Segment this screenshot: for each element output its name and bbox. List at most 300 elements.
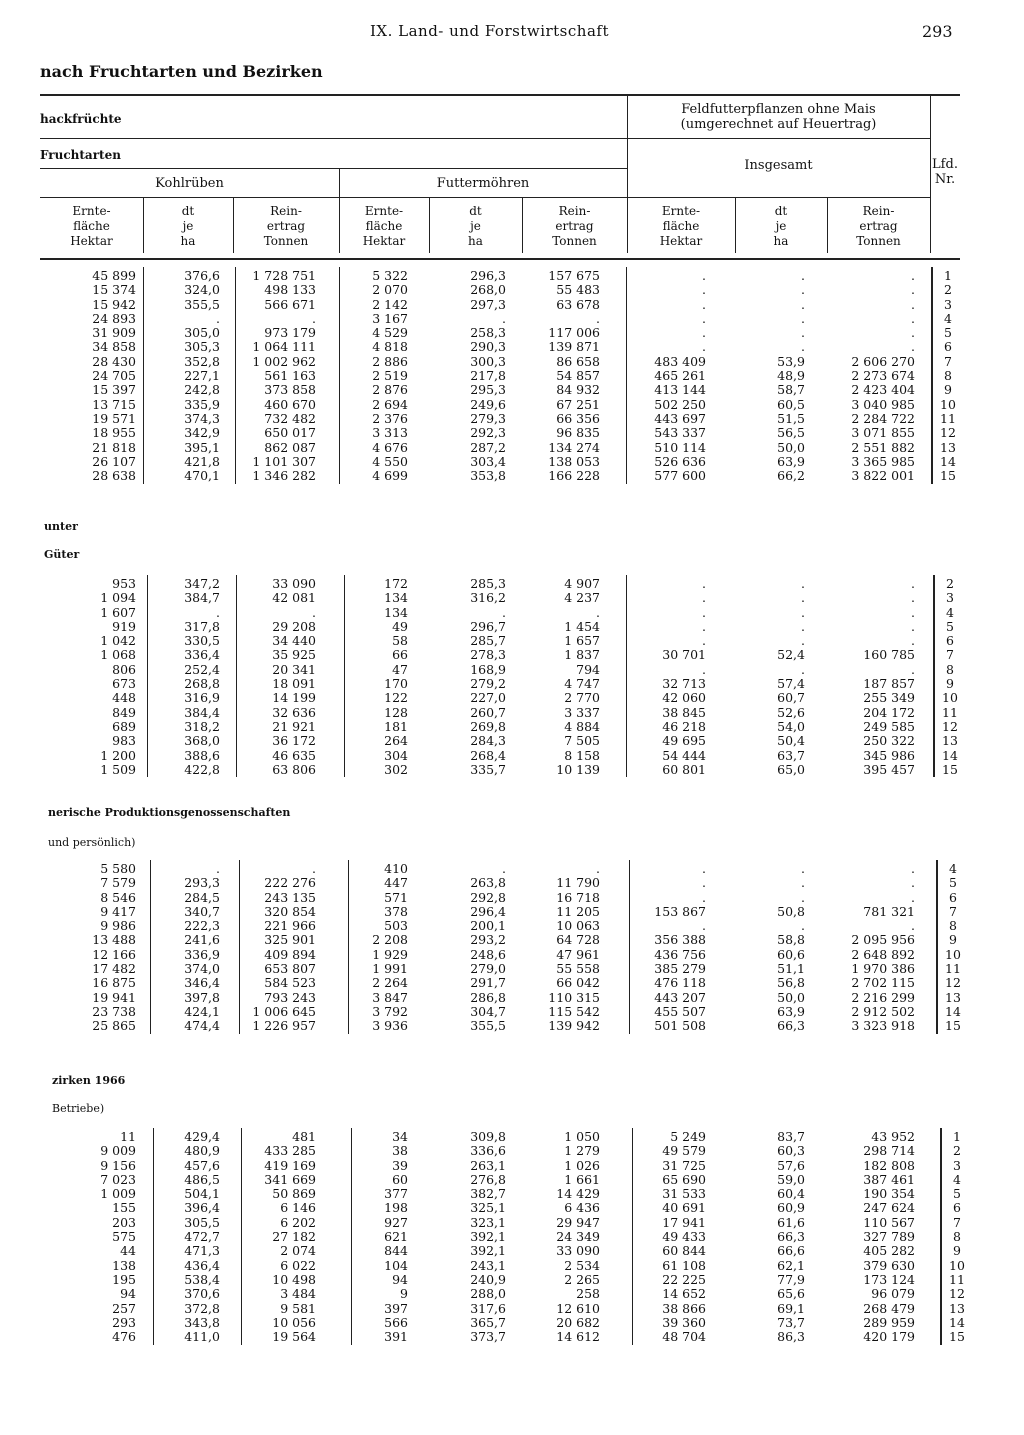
table-cell: 2 376 [372, 410, 408, 426]
table-cell: 155 [112, 1200, 136, 1216]
table-cell: 5 [946, 618, 954, 634]
table-cell: 1 [953, 1129, 961, 1144]
table-cell: 172 [384, 576, 408, 591]
table-cell: 9 [944, 382, 952, 398]
table-cell: 52,6 [777, 704, 805, 720]
table-cell: 849 [112, 704, 136, 720]
table-cell: 480,9 [184, 1143, 220, 1159]
table-cell: 157 675 [548, 268, 600, 283]
table-cell: 12 [949, 1286, 965, 1302]
table-cell: 94 [120, 1286, 136, 1302]
table-cell: 18 091 [272, 676, 316, 692]
col-feld-ertrag: Rein- ertrag Tonnen [856, 204, 901, 248]
table-cell: 6 436 [564, 1200, 600, 1216]
table-cell: 443 697 [654, 410, 706, 426]
table-cell: . [312, 861, 316, 876]
data-column [616, 862, 706, 1034]
table-cell: 2 264 [372, 975, 408, 991]
page-title: nach Fruchtarten und Bezirken [40, 62, 323, 81]
table-cell: 49 579 [662, 1143, 706, 1159]
table-cell: 242,8 [184, 382, 220, 398]
table-cell: 263,1 [470, 1157, 506, 1173]
table-cell: 12 166 [92, 946, 136, 962]
table-cell: 4 676 [372, 439, 408, 455]
table-cell: 3 313 [372, 425, 408, 441]
table-cell: 5 322 [372, 268, 408, 283]
rule-under-feldfutter [627, 138, 930, 139]
table-cell: 54 857 [556, 368, 600, 384]
table-cell: 10 [940, 396, 956, 412]
table-cell: . [702, 310, 706, 326]
table-cell: 4 747 [564, 676, 600, 692]
table-cell: 60,3 [777, 1143, 805, 1159]
table-cell: 498 133 [264, 282, 316, 298]
table-cell: . [801, 604, 805, 620]
table-cell: 2 216 299 [851, 989, 915, 1005]
table-cell: 19 941 [92, 989, 136, 1005]
table-cell: 392,1 [470, 1243, 506, 1259]
col-kohl-dt: dt je ha [180, 204, 196, 248]
table-cell: 6 022 [280, 1257, 316, 1273]
table-cell: . [702, 325, 706, 341]
table-cell: 396,4 [184, 1200, 220, 1216]
table-cell: 650 017 [264, 425, 316, 441]
table-cell: 806 [112, 661, 136, 677]
data-column [426, 577, 506, 777]
table-cell: 1 200 [100, 747, 136, 763]
table-cell: . [702, 875, 706, 891]
table-cell: 9 [949, 932, 957, 948]
table-cell: 10 139 [556, 761, 600, 777]
table-cell: 227,1 [184, 368, 220, 384]
table-cell: 341 669 [264, 1171, 316, 1187]
lfd-nr-column [937, 269, 959, 483]
header-lfd-1: Lfd. [932, 157, 958, 172]
table-cell: 794 [576, 661, 600, 677]
table-cell: 14 429 [556, 1186, 600, 1202]
table-cell: 983 [112, 733, 136, 749]
table-cell: . [911, 918, 915, 934]
data-column [333, 269, 408, 483]
table-cell: 54,0 [777, 718, 805, 734]
table-cell: 8 158 [564, 747, 600, 763]
table-cell: 77,9 [777, 1271, 805, 1287]
table-cell: . [801, 310, 805, 326]
table-cell: 160 785 [863, 647, 915, 663]
table-cell: 66 356 [556, 410, 600, 426]
table-cell: 9 156 [100, 1157, 136, 1173]
table-cell: 15 [940, 468, 956, 484]
table-cell: 7 505 [564, 733, 600, 749]
table-cell: . [801, 889, 805, 905]
table-cell: 7 [953, 1214, 961, 1230]
data-column [145, 269, 220, 483]
table-cell: . [702, 661, 706, 677]
table-cell: 291,7 [470, 975, 506, 991]
table-cell: 346,4 [184, 975, 220, 991]
table-cell: 55 483 [556, 282, 600, 298]
table-cell: 1 657 [564, 633, 600, 649]
table-cell: 470,1 [184, 468, 220, 484]
table-cell: 52,4 [777, 647, 805, 663]
table-cell: 379 630 [863, 1257, 915, 1273]
table-cell: 56,8 [777, 975, 805, 991]
col-kohl-flaeche: Ernte- fläche Hektar [70, 204, 113, 248]
table-cell: 203 [112, 1214, 136, 1230]
table-cell: 953 [112, 576, 136, 591]
table-cell: 240,9 [470, 1271, 506, 1287]
table-cell: . [312, 604, 316, 620]
table-cell: 1 454 [564, 618, 600, 634]
table-cell: . [801, 590, 805, 606]
data-column [226, 577, 316, 777]
table-cell: 584 523 [264, 975, 316, 991]
data-column [145, 862, 220, 1034]
table-cell: 382,7 [470, 1186, 506, 1202]
table-cell: 38 866 [662, 1300, 706, 1316]
table-cell: 55 558 [556, 961, 600, 977]
header-insgesamt: Insgesamt [744, 158, 813, 173]
table-cell: 12 [940, 425, 956, 441]
data-column [616, 269, 706, 483]
table-cell: 2 648 892 [851, 946, 915, 962]
table-cell: . [801, 861, 805, 876]
data-column [515, 577, 600, 777]
table-cell: 4 818 [372, 339, 408, 355]
table-cell: 460 670 [264, 396, 316, 412]
table-cell: 12 610 [556, 1300, 600, 1316]
table-cell: 243 135 [264, 889, 316, 905]
table-cell: 12 [942, 718, 958, 734]
table-cell: 3 365 985 [851, 453, 915, 469]
data-column [735, 862, 805, 1034]
table-cell: 66,3 [777, 1229, 805, 1245]
table-cell: 5 [953, 1186, 961, 1202]
table-cell: 60,7 [777, 690, 805, 706]
table-cell: 2 702 115 [851, 975, 915, 991]
table-cell: 2 208 [372, 932, 408, 948]
table-cell: 10 063 [556, 918, 600, 934]
table-cell: 69,1 [777, 1300, 805, 1316]
table-cell: 58,7 [777, 382, 805, 398]
table-cell: 3 [944, 296, 952, 312]
table-cell: 31 909 [92, 325, 136, 341]
table-cell: 465 261 [654, 368, 706, 384]
table-cell: 83,7 [777, 1129, 805, 1144]
col-feld-dt: dt je ha [773, 204, 789, 248]
table-cell: 689 [112, 718, 136, 734]
table-cell: 293,2 [470, 932, 506, 948]
table-cell: 3 484 [280, 1286, 316, 1302]
table-cell: 455 507 [654, 1003, 706, 1019]
table-cell: 6 [946, 633, 954, 649]
table-cell: 58 [392, 633, 408, 649]
table-cell: 919 [112, 618, 136, 634]
table-cell: 28 430 [92, 353, 136, 369]
table-cell: 336,9 [184, 946, 220, 962]
table-cell: 621 [384, 1229, 408, 1245]
table-cell: 1 226 957 [252, 1018, 316, 1034]
data-column [46, 862, 136, 1034]
table-cell: 2 095 956 [851, 932, 915, 948]
table-cell: 419 169 [264, 1157, 316, 1173]
table-cell: 305,3 [184, 339, 220, 355]
table-cell: 170 [384, 676, 408, 692]
table-cell: 483 409 [654, 353, 706, 369]
rule-under-fruchtarten [40, 168, 627, 169]
table-cell: 15 397 [92, 382, 136, 398]
table-cell: 110 315 [548, 989, 600, 1005]
table-cell: 4 [944, 310, 952, 326]
table-cell: 20 682 [556, 1314, 600, 1330]
table-cell: 241,6 [184, 932, 220, 948]
table-cell: 63 678 [556, 296, 600, 312]
table-cell: 96 079 [871, 1286, 915, 1302]
page-number: 293 [922, 22, 953, 41]
table-cell: . [702, 618, 706, 634]
lfd-nr-column [942, 862, 964, 1034]
table-cell: 51,5 [777, 410, 805, 426]
table-cell: 19 564 [272, 1329, 316, 1345]
table-cell: 289 959 [863, 1314, 915, 1330]
table-cell: 2 519 [372, 368, 408, 384]
table-cell: 1 009 [100, 1186, 136, 1202]
table-cell: 260,7 [470, 704, 506, 720]
table-cell: 15 374 [92, 282, 136, 298]
data-column [820, 1130, 915, 1344]
table-cell: 134 [384, 590, 408, 606]
table-cell: 279,0 [470, 961, 506, 977]
table-cell: 378 [384, 903, 408, 919]
table-cell: 29 947 [556, 1214, 600, 1230]
table-cell: 24 893 [92, 310, 136, 326]
table-cell: 355,5 [184, 296, 220, 312]
data-column [820, 862, 915, 1034]
table-cell: 421,8 [184, 453, 220, 469]
table-cell: 561 163 [264, 368, 316, 384]
table-cell: 296,3 [470, 268, 506, 283]
data-column [616, 1130, 706, 1344]
table-cell: 34 [392, 1129, 408, 1144]
table-cell: 59,0 [777, 1171, 805, 1187]
table-cell: 204 172 [863, 704, 915, 720]
table-cell: 42 081 [272, 590, 316, 606]
table-cell: 316,9 [184, 690, 220, 706]
table-cell: . [801, 576, 805, 591]
table-cell: 20 341 [272, 661, 316, 677]
header-lfd-2: Nr. [934, 172, 956, 187]
table-cell: 1 929 [372, 946, 408, 962]
table-cell: 264 [384, 733, 408, 749]
table-cell: 327 789 [863, 1229, 915, 1245]
table-cell: 486,5 [184, 1171, 220, 1187]
table-cell: 222,3 [184, 918, 220, 934]
section-label: Güter [44, 548, 80, 561]
table-cell: 304,7 [470, 1003, 506, 1019]
table-cell: 128 [384, 704, 408, 720]
table-cell: 1 006 645 [252, 1003, 316, 1019]
table-cell: 19 571 [92, 410, 136, 426]
header-feldfutter-2: (umgerechnet auf Heuertrag) [680, 117, 877, 132]
header-hackfruechte: hackfrüchte [40, 112, 122, 126]
table-cell: 502 250 [654, 396, 706, 412]
table-cell: 14 [949, 1314, 965, 1330]
table-cell: 335,7 [470, 761, 506, 777]
table-cell: . [801, 325, 805, 341]
table-cell: 353,8 [470, 468, 506, 484]
table-cell: 24 705 [92, 368, 136, 384]
table-cell: 14 [942, 747, 958, 763]
table-cell: 293 [112, 1314, 136, 1330]
table-cell: 104 [384, 1257, 408, 1273]
table-cell: 384,7 [184, 590, 220, 606]
table-cell: 66,2 [777, 468, 805, 484]
table-cell: 60,4 [777, 1186, 805, 1202]
table-cell: 2 912 502 [851, 1003, 915, 1019]
table-cell: 5 [944, 325, 952, 341]
table-cell: 472,7 [184, 1229, 220, 1245]
table-cell: . [801, 875, 805, 891]
table-cell: 13 [942, 733, 958, 749]
table-cell: . [911, 861, 915, 876]
table-cell: 2 142 [372, 296, 408, 312]
table-cell: 413 144 [654, 382, 706, 398]
table-cell: 372,8 [184, 1300, 220, 1316]
table-cell: . [312, 310, 316, 326]
table-cell: 377 [384, 1186, 408, 1202]
table-cell: 53,9 [777, 353, 805, 369]
table-cell: 50,8 [777, 903, 805, 919]
table-cell: 285,7 [470, 633, 506, 649]
table-cell: 422,8 [184, 761, 220, 777]
table-cell: 63,9 [777, 1003, 805, 1019]
table-cell: 49 433 [662, 1229, 706, 1245]
table-cell: 1 068 [100, 647, 136, 663]
table-cell: 6 146 [280, 1200, 316, 1216]
table-cell: 335,9 [184, 396, 220, 412]
table-cell: 2 074 [280, 1243, 316, 1259]
table-cell: 9 581 [280, 1300, 316, 1316]
table-cell: . [911, 889, 915, 905]
table-cell: 56,5 [777, 425, 805, 441]
table-cell: 3 792 [372, 1003, 408, 1019]
table-cell: 2 [944, 282, 952, 298]
table-cell: 14 [945, 1003, 961, 1019]
table-cell: 317,6 [470, 1300, 506, 1316]
table-cell: . [596, 861, 600, 876]
table-cell: 39 360 [662, 1314, 706, 1330]
table-cell: 2 770 [564, 690, 600, 706]
table-cell: 285,3 [470, 576, 506, 591]
table-cell: 258,3 [470, 325, 506, 341]
table-cell: 305,5 [184, 1214, 220, 1230]
table-cell: 503 [384, 918, 408, 934]
table-cell: 50,0 [777, 989, 805, 1005]
table-cell: 1 [944, 268, 952, 283]
table-cell: 60,9 [777, 1200, 805, 1216]
table-cell: 14 612 [556, 1329, 600, 1345]
table-cell: 300,3 [470, 353, 506, 369]
data-column [226, 269, 316, 483]
table-cell: 1 050 [564, 1129, 600, 1144]
table-cell: 571 [384, 889, 408, 905]
table-cell: 732 482 [264, 410, 316, 426]
section-label: unter [44, 520, 78, 533]
table-cell: 1 002 962 [252, 353, 316, 369]
table-cell: 221 966 [264, 918, 316, 934]
rule-under-groups [40, 197, 930, 198]
table-cell: 284,5 [184, 889, 220, 905]
table-cell: 927 [384, 1214, 408, 1230]
table-cell: 8 [953, 1229, 961, 1245]
table-cell: 5 [949, 875, 957, 891]
table-cell: 4 907 [564, 576, 600, 591]
data-column [515, 862, 600, 1034]
table-cell: 47 [392, 661, 408, 677]
table-cell: . [911, 325, 915, 341]
table-cell: . [216, 861, 220, 876]
data-column [333, 577, 408, 777]
table-cell: 10 [945, 946, 961, 962]
table-cell: . [216, 310, 220, 326]
data-column [735, 1130, 805, 1344]
table-cell: . [596, 310, 600, 326]
table-cell: 18 955 [92, 425, 136, 441]
table-cell: 10 [949, 1257, 965, 1273]
table-cell: 368,0 [184, 733, 220, 749]
table-cell: 510 114 [654, 439, 706, 455]
table-cell: 11 205 [556, 903, 600, 919]
table-cell: 6 [949, 889, 957, 905]
table-cell: . [911, 296, 915, 312]
table-cell: 429,4 [184, 1129, 220, 1144]
table-cell: 295,3 [470, 382, 506, 398]
table-cell: 32 636 [272, 704, 316, 720]
data-column [426, 1130, 506, 1344]
table-cell: 33 090 [556, 1243, 600, 1259]
table-cell: 16 718 [556, 889, 600, 905]
table-cell: 673 [112, 676, 136, 692]
table-cell: 62,1 [777, 1257, 805, 1273]
table-cell: 9 [953, 1243, 961, 1259]
table-cell: 2 [953, 1143, 961, 1159]
table-cell: 292,8 [470, 889, 506, 905]
data-column [145, 1130, 220, 1344]
table-cell: . [702, 339, 706, 355]
table-cell: 2 886 [372, 353, 408, 369]
table-cell: . [502, 861, 506, 876]
table-cell: 9 986 [100, 918, 136, 934]
table-cell: 566 [384, 1314, 408, 1330]
table-cell: 409 894 [264, 946, 316, 962]
data-column [145, 577, 220, 777]
table-cell: 397,8 [184, 989, 220, 1005]
table-cell: 1 026 [564, 1157, 600, 1173]
table-cell: 476 [112, 1329, 136, 1345]
table-cell: 365,7 [470, 1314, 506, 1330]
table-cell: 347,2 [184, 576, 220, 591]
header-futtermoehren: Futtermöhren [436, 176, 530, 191]
table-cell: 395,1 [184, 439, 220, 455]
table-cell: 222 276 [264, 875, 316, 891]
table-cell: 504,1 [184, 1186, 220, 1202]
table-cell: 34 440 [272, 633, 316, 649]
table-cell: 50,0 [777, 439, 805, 455]
table-cell: 297,3 [470, 296, 506, 312]
table-cell: 24 349 [556, 1229, 600, 1245]
table-cell: 168,9 [470, 661, 506, 677]
table-cell: 7 579 [100, 875, 136, 891]
